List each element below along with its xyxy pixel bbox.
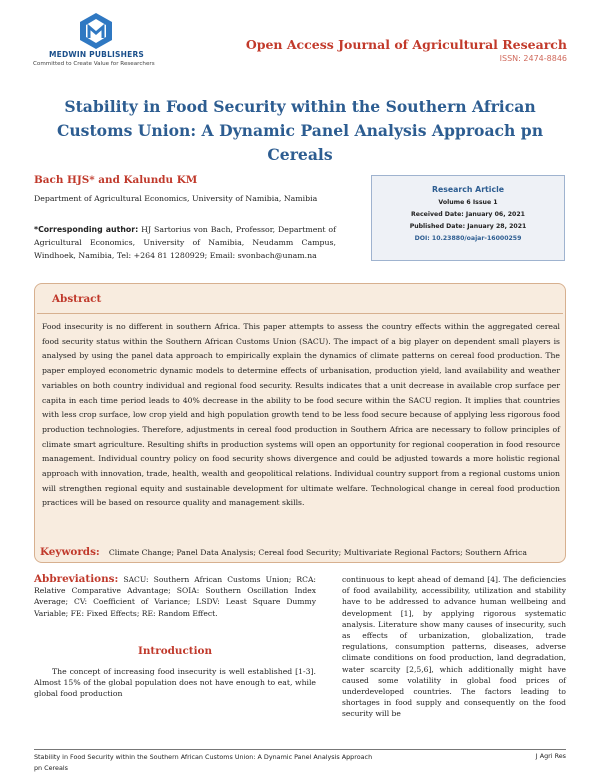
article-info-box [371, 175, 565, 261]
abstract-divider [37, 313, 563, 314]
affiliation: Department of Agricultural Economics, University of Namibia, Namibia [34, 194, 318, 203]
journal-name[interactable]: Open Access Journal of Agricultural Research [245, 37, 567, 52]
abstract-box [34, 283, 566, 563]
authors: Bach HJS* and Kalundu KM [34, 174, 198, 186]
left-column [34, 573, 316, 699]
publisher-logo [31, 12, 161, 70]
footer-divider [34, 749, 566, 750]
footer-citation: Stability in Food Security within the Southern African Customs Union: A Dynamic Panel Analysis Approach pn Cereals [34, 753, 373, 772]
issn: ISSN: 2474-8846 [499, 54, 567, 63]
introduction-heading: Introduction [138, 645, 212, 657]
abbreviations-label: Abbreviations: [34, 573, 119, 585]
abstract-heading: Abstract [52, 293, 102, 305]
introduction-text-left: The concept of increasing food insecurity is well established [1-3]. Almost 15% of the global population does not have enough to eat, while global food production [34, 667, 316, 699]
published-date: Published Date: January 28, 2021 [409, 223, 527, 230]
publisher-name: MEDWIN PUBLISHERS [49, 50, 145, 59]
abstract-text: Food insecurity is no different in southern Africa. This paper attempts to assess the country effects within the aggregated cereal food security status within the Southern African Customs Union (SACU). The impact of a big player on dependent small players is analysed by using the panel data approach to empirically explain the dynamics of climate patterns on cereal food production. The paper employed econometric dynamic models to determine effects of urbanisation, production yield, land availability and weather variables on both country individual and regional food security. Results indicates that a unit decrease in available crop surface per capita in each time period leads to 40% decrease in the ability to be food secure within the SACU region. It implies that countries with less crop surface, low crop yield and high population growth tend to be less food secure because of applying less rigorous food production technologies. Therefore, adjustments in cereal food production in Southern Africa are necessary to follow principles of climate smart agriculture. Resulting shifts in production systems will open an opportunity for regional cooperation in food resource management. Individual country policy on food security shows divergence and could be adjusted towards a more holistic regional approach with innovation, trade, health, wealth and geopolitical relations. Individual country support from a regional customs union will strengthen regional equity and sustainable development for ultimate welfare. Technological change in cereal food production practices will be based on resource quality and management skills. [42, 322, 560, 508]
publisher-tagline: Committed to Create Value for Researchers [33, 61, 155, 67]
keywords-label: Keywords: [40, 546, 100, 558]
introduction-text-right: continuous to kept ahead of demand [4]. The deficiencies of food availability, accessibility, utilization and stability have to be addressed to advance human wellbeing and development [1], by applying rigorous systematic analysis. Literature show many causes of insecurity, such as effects of urbanization, globalization, trade regulations, consumption patterns, diseases, adverse climate conditions on food production, land degradation, water scarcity [2,5,6], which additionally might have caused some volatility in global food prices of underdeveloped countries. The factors leading to shortages in food supply and consequently on the food security will be [342, 575, 566, 719]
abbreviations-text: SACU: Southern African Customs Union; RCA: Relative Comparative Advantage; SOIA: Southern Oscillation Index Average; CV: Coefficient of Variance; LSDV: Least Square Dummy Variable; FE: Fixed Effects; RE: Random Effect. [34, 575, 316, 618]
corresponding-author [34, 223, 336, 262]
keywords [40, 540, 527, 559]
corresponding-label: *Corresponding author: [34, 225, 139, 234]
footer-journal: J Agri Res [535, 752, 566, 760]
doi-link[interactable]: DOI: 10.23880/oajar-16000259 [414, 235, 522, 242]
corresponding-details[interactable]: HJ Sartorius von Bach, Professor, Department of Agricultural Economics, University of Namibia, Neudamm Campus, Windhoek, Namibia, Tel: +264 81 1280929; Email: svonbach@unam.na [34, 225, 336, 260]
abbreviations [34, 574, 316, 619]
received-date: Received Date: January 06, 2021 [411, 211, 525, 218]
keywords-text: Climate Change; Panel Data Analysis; Cereal food Security; Multivariate Regional Factors; Southern Africa [108, 548, 527, 557]
volume-issue: Volume 6 Issue 1 [438, 199, 498, 206]
medwin-logo-icon [79, 12, 113, 50]
article-type: Research Article [431, 185, 505, 194]
article-title: Stability in Food Security within the Southern African Customs Union: A Dynamic Panel Analysis Approach pn Cereals [56, 97, 544, 164]
